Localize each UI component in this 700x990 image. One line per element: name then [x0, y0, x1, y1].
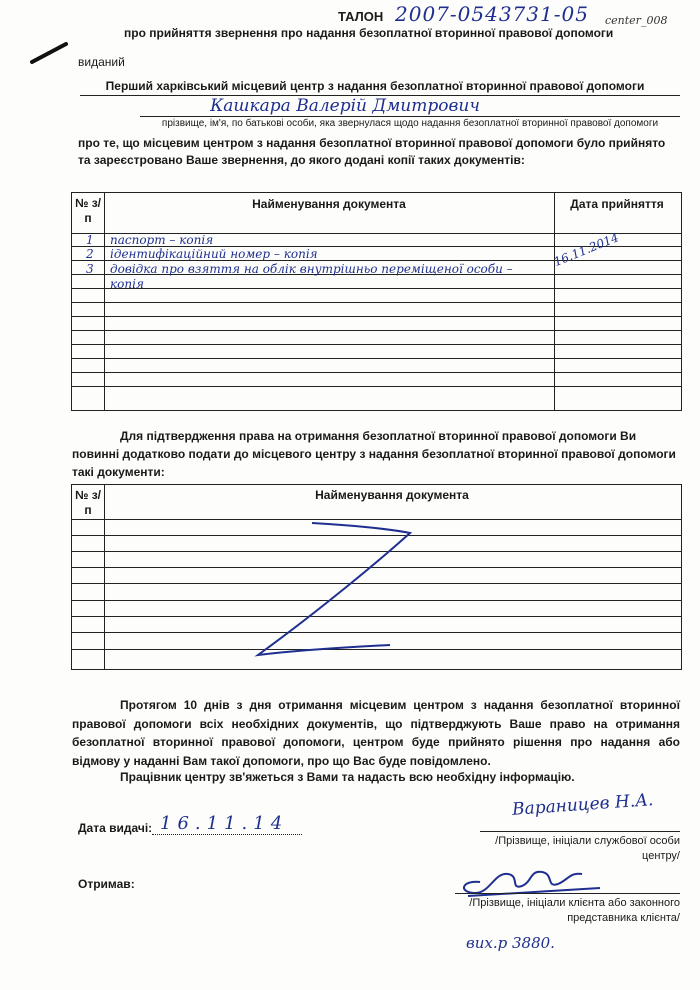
table1-header-num: № з/п	[74, 196, 101, 225]
intro-text: про те, що місцевим центром з надання безоплатної вторинної правової допомоги було прийнято та зареєстровано Ваше звернення, до якого додані копії таких документів:	[78, 136, 666, 167]
staff-caption: /Прізвище, ініціали службової особи центру/	[495, 835, 680, 862]
table2-header-num: № з/п	[74, 488, 101, 517]
processing-paragraph: Протягом 10 днів з дня отримання місцевим центром з надання безоплатної вторинної правової допомоги всіх необхідних документів, що підтверджують Ваше право на отримання безоплатної вторинної правової допомоги, центром буде прийнято рішення про надання або відмову у наданні Вам такої допомоги, про що Вас буде повідомлено.	[72, 698, 680, 768]
pen-stroke-mark	[28, 38, 72, 68]
talon-number: 2007-0543731-05	[395, 2, 589, 26]
talon-label: ТАЛОН	[338, 9, 384, 24]
issue-date-value: 16.11.14	[160, 813, 289, 834]
center-name: Перший харківський місцевий центр з надання безоплатної вторинної правової допомоги	[105, 79, 645, 93]
received-label: Отримав:	[78, 877, 135, 891]
table1-row-name: ідентифікаційний номер – копія	[110, 247, 318, 261]
table1-header-name: Найменування документа	[252, 197, 406, 211]
table1-row-name: довідка про взяття на облік внутрішньо переміщеної особи – копія	[110, 262, 513, 291]
registration-number: вих.р 3880.	[466, 934, 555, 952]
issue-date-label: Дата видачі:	[78, 821, 153, 835]
table1-header-date: Дата прийняття	[570, 197, 664, 211]
table1-row-num: 3	[86, 262, 94, 276]
contact-paragraph: Працівник центру зв'яжеться з Вами та надасть всю необхідну інформацію.	[120, 770, 575, 784]
table1-row-name: паспорт – копія	[110, 233, 214, 247]
client-caption: /Прізвище, ініціали клієнта або законного представника клієнта/	[469, 897, 680, 924]
issued-label: виданий	[78, 55, 125, 69]
client-signature	[450, 862, 610, 900]
table1-date-value: 16.11.2014	[551, 230, 621, 269]
person-caption: прізвище, ім'я, по батькові особи, яка звернулася щодо надання безоплатної вторинної правової допомоги	[161, 118, 659, 129]
staff-signature: Вараницев Н.А.	[511, 790, 655, 820]
additional-text: Для підтвердження права на отримання безоплатної вторинної правової допомоги Ви повинні додатково подати до місцевого центру з надання безоплатної вторинної правової допомоги такі документи:	[72, 429, 676, 479]
center-code: center_008	[605, 14, 668, 27]
talon-subtitle: про прийняття звернення про надання безоплатної вторинної правової допомоги	[124, 26, 614, 40]
table2-header-name: Найменування документа	[315, 488, 469, 502]
person-name: Кашкара Валерій Дмитрович	[210, 96, 480, 116]
table1-row-num: 1	[86, 233, 94, 247]
table1-row-num: 2	[86, 247, 94, 261]
z-strike-mark	[240, 515, 420, 665]
